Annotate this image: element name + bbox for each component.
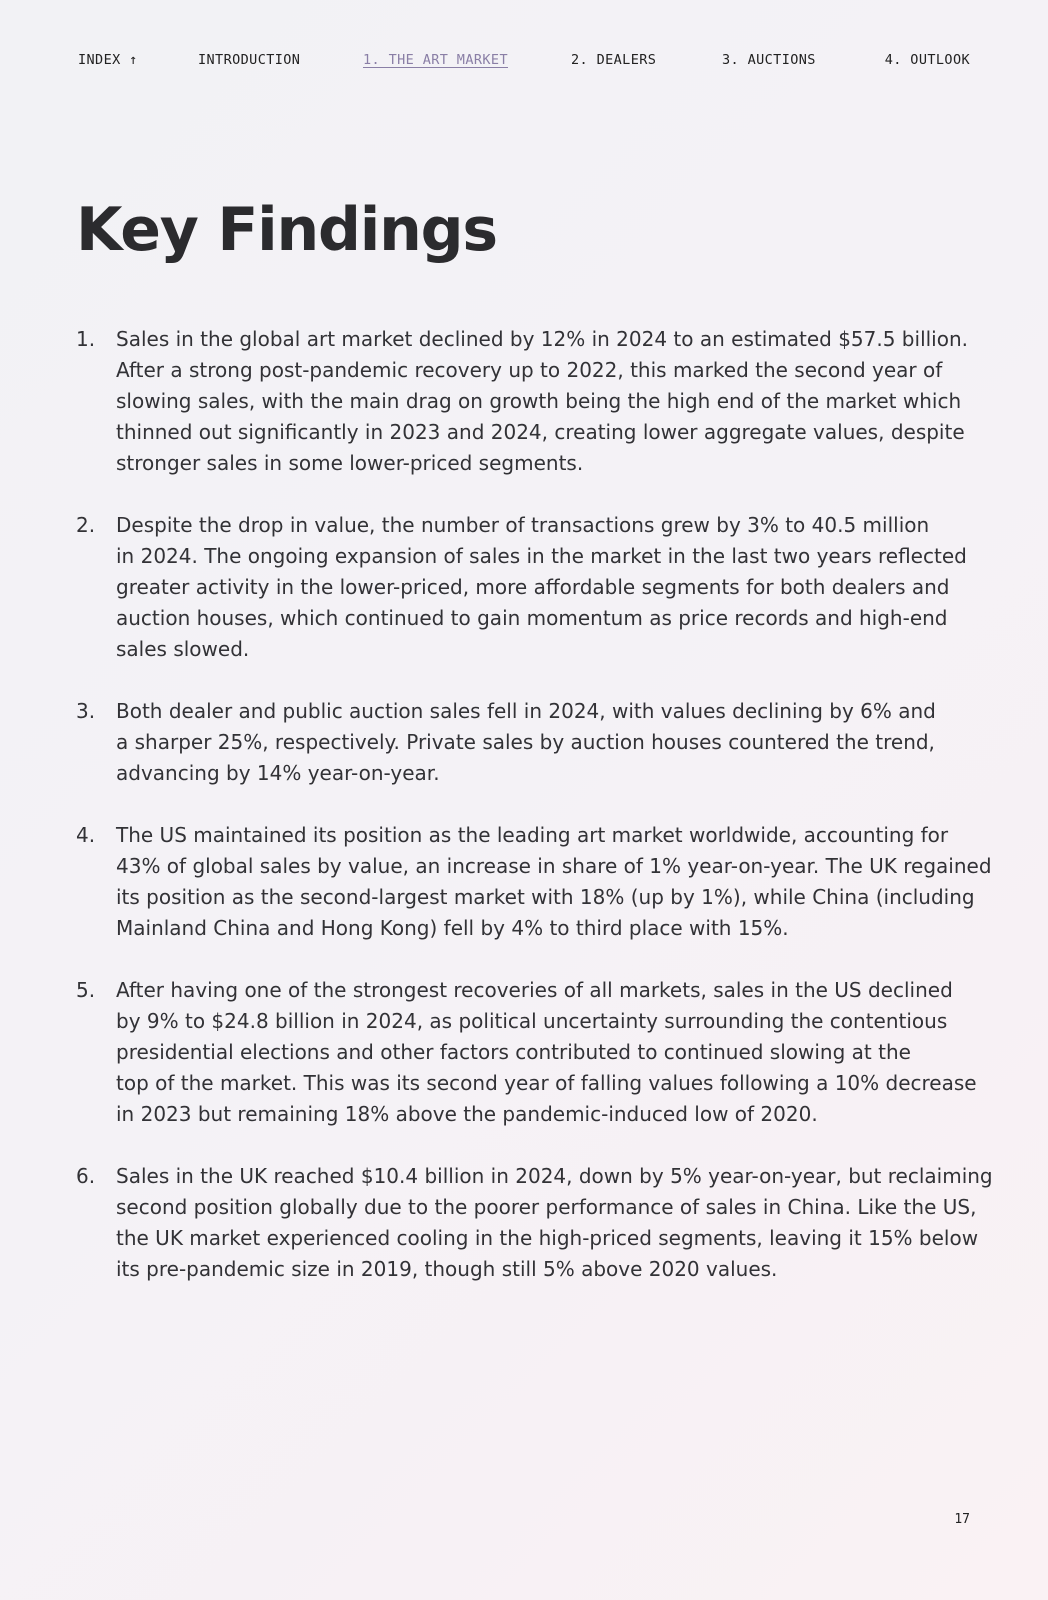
finding-text bbox=[116, 696, 976, 789]
finding-text-line: advancing by 14% year-on-year. bbox=[116, 761, 440, 785]
finding-number: 5. bbox=[76, 978, 96, 1002]
nav-art-market-link[interactable]: 1. THE ART MARKET bbox=[363, 52, 508, 68]
finding-text-line: slowing sales, with the main drag on growth being the high end of the market which bbox=[116, 389, 962, 413]
finding-number: 1. bbox=[76, 327, 96, 351]
finding-text-line: 43% of global sales by value, an increase in share of 1% year-on-year. The UK regained bbox=[116, 854, 992, 878]
finding-number: 4. bbox=[76, 823, 96, 847]
finding-text-line: Sales in the global art market declined by 12% in 2024 to an estimated $57.5 billion. bbox=[116, 327, 969, 351]
top-navigation bbox=[78, 52, 970, 72]
nav-dealers-link[interactable]: 2. DEALERS bbox=[571, 52, 657, 68]
finding-text-line: in 2024. The ongoing expansion of sales in the market in the last two years reflected bbox=[116, 544, 967, 568]
finding-text-line: After a strong post-pandemic recovery up to 2022, this marked the second year of bbox=[116, 358, 943, 382]
finding-text-line: in 2023 but remaining 18% above the pandemic-induced low of 2020. bbox=[116, 1102, 818, 1126]
finding-text-line: top of the market. This was its second year of falling values following a 10% decrease bbox=[116, 1071, 977, 1095]
finding-text bbox=[116, 324, 976, 479]
finding-number: 3. bbox=[76, 699, 96, 723]
page-number: 17 bbox=[954, 1512, 970, 1527]
nav-index-link[interactable]: INDEX ↑ bbox=[78, 52, 138, 68]
finding-text-line: its position as the second-largest market with 18% (up by 1%), while China (including bbox=[116, 885, 975, 909]
nav-auctions-link[interactable]: 3. AUCTIONS bbox=[722, 52, 816, 68]
page-title: Key Findings bbox=[76, 195, 497, 265]
finding-text bbox=[116, 510, 976, 665]
finding-text-line: greater activity in the lower-priced, more affordable segments for both dealers and bbox=[116, 575, 950, 599]
finding-item bbox=[76, 324, 976, 479]
finding-item bbox=[76, 975, 976, 1130]
finding-number: 2. bbox=[76, 513, 96, 537]
key-findings-list bbox=[76, 324, 993, 1316]
nav-introduction-link[interactable]: INTRODUCTION bbox=[198, 52, 301, 68]
finding-text-line: Sales in the UK reached $10.4 billion in 2024, down by 5% year-on-year, but reclaiming bbox=[116, 1164, 993, 1188]
finding-text bbox=[116, 975, 976, 1130]
nav-outlook-link[interactable]: 4. OUTLOOK bbox=[884, 52, 970, 68]
finding-text-line: Both dealer and public auction sales fell in 2024, with values declining by 6% and bbox=[116, 699, 936, 723]
finding-item bbox=[76, 510, 976, 665]
finding-text-line: its pre-pandemic size in 2019, though still 5% above 2020 values. bbox=[116, 1257, 778, 1281]
finding-item bbox=[76, 820, 992, 944]
finding-text-line: After having one of the strongest recoveries of all markets, sales in the US declined bbox=[116, 978, 953, 1002]
finding-text-line: Mainland China and Hong Kong) fell by 4% to third place with 15%. bbox=[116, 916, 789, 940]
finding-item bbox=[76, 1161, 993, 1285]
finding-text-line: the UK market experienced cooling in the high-priced segments, leaving it 15% below bbox=[116, 1226, 979, 1250]
finding-text-line: auction houses, which continued to gain momentum as price records and high-end bbox=[116, 606, 948, 630]
finding-text-line: thinned out significantly in 2023 and 2024, creating lower aggregate values, despite bbox=[116, 420, 965, 444]
finding-text-line: by 9% to $24.8 billion in 2024, as political uncertainty surrounding the contentious bbox=[116, 1009, 948, 1033]
finding-text-line: presidential elections and other factors contributed to continued slowing at the bbox=[116, 1040, 911, 1064]
finding-text bbox=[116, 1161, 993, 1285]
finding-text-line: sales slowed. bbox=[116, 637, 250, 661]
finding-text bbox=[116, 820, 992, 944]
finding-item bbox=[76, 696, 976, 789]
finding-text-line: second position globally due to the poorer performance of sales in China. Like the US, bbox=[116, 1195, 977, 1219]
finding-text-line: The US maintained its position as the leading art market worldwide, accounting for bbox=[116, 823, 949, 847]
finding-text-line: a sharper 25%, respectively. Private sales by auction houses countered the trend, bbox=[116, 730, 935, 754]
finding-text-line: stronger sales in some lower-priced segments. bbox=[116, 451, 584, 475]
finding-number: 6. bbox=[76, 1164, 96, 1188]
finding-text-line: Despite the drop in value, the number of transactions grew by 3% to 40.5 million bbox=[116, 513, 930, 537]
